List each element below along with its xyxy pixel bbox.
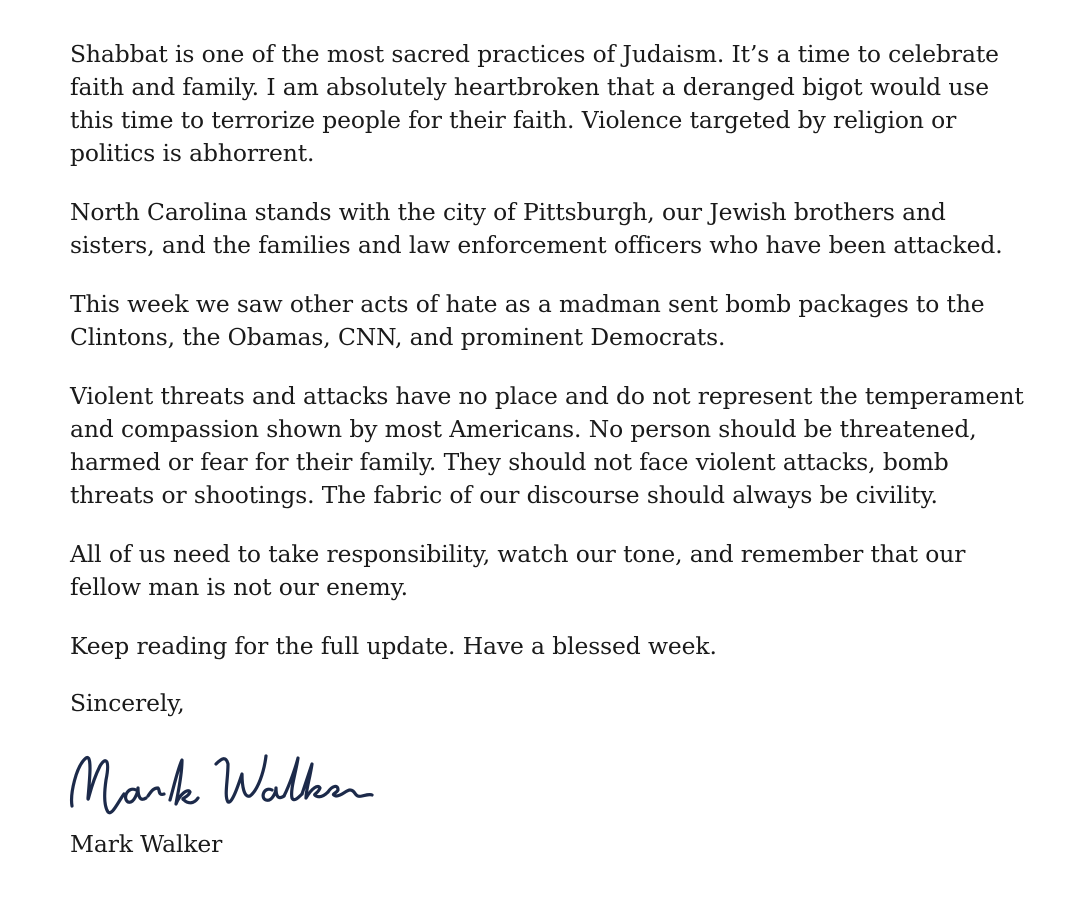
paragraph-3: This week we saw other acts of hate as a madman sent bomb packages to the Clintons, the Obamas, CNN, and prominent Democrats. [70,290,985,351]
paragraph-1: Shabbat is one of the most sacred practices of Judaism. It’s a time to celebrate faith and family. I am absolutely heartbroken that a deranged bigot would use this time to terrorize people for their faith. Violence targeted by religion or politics is abhorrent. [70,40,999,167]
paragraph-2: North Carolina stands with the city of Pittsburgh, our Jewish brothers and sisters, and the families and law enforcement officers who have been attacked. [70,198,1003,259]
handwritten-signature [66,746,376,828]
paragraph-4: Violent threats and attacks have no place and do not represent the temperament and compassion shown by most Americans. No person should be threatened, harmed or fear for their family. They should not face violent attacks, bomb threats or shootings. The fabric of our discourse should always be civility. [70,382,1024,509]
paragraph-6: Keep reading for the full update. Have a blessed week. [70,632,717,660]
letter-body [70,38,1030,887]
closing-salutation: Sincerely, [70,689,185,717]
printed-name: Mark Walker [70,830,223,858]
paragraph-5: All of us need to take responsibility, watch our tone, and remember that our fellow man is not our enemy. [70,540,966,601]
